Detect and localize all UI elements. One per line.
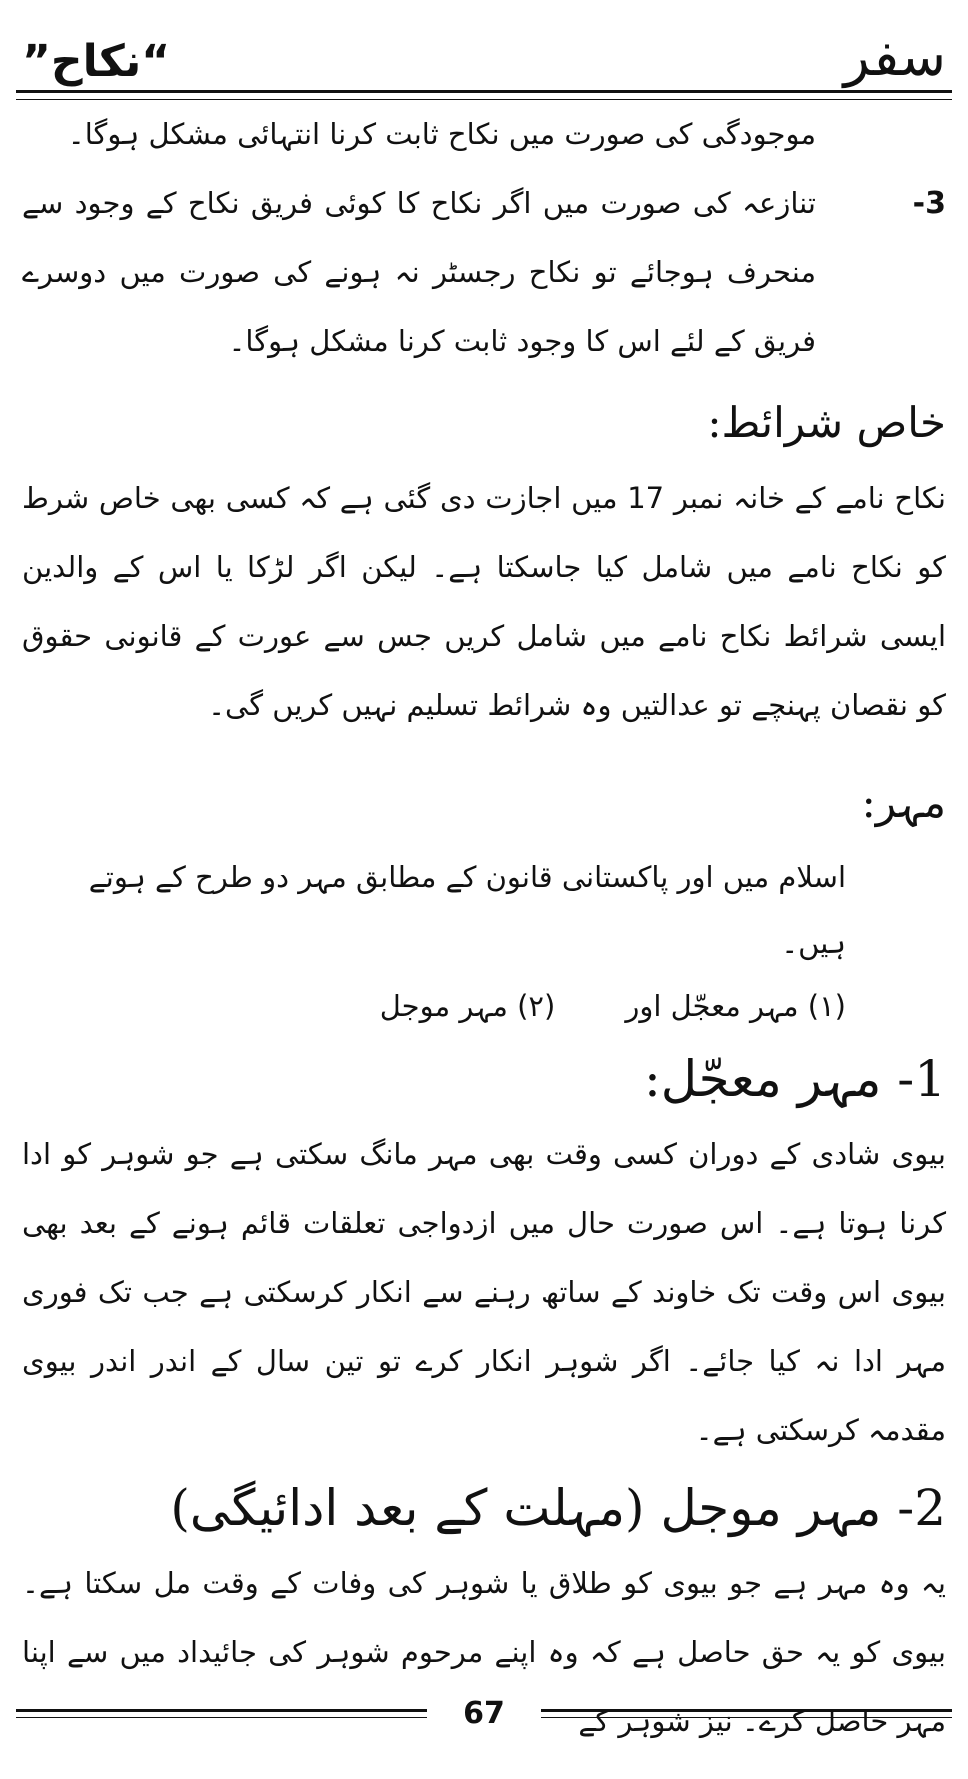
list-item-3 (22, 169, 946, 376)
list-item-text: تنازعہ کی صورت میں اگر نکاح کا کوئی فریق نکاح کے وجود سے منحرف ہوجائے تو نکاح رجسٹر نہ ہونے کی صورت میں دوسرے فریق کے لئے اس کا وجود ثابت کرنا مشکل ہوگا۔ (22, 186, 816, 358)
page-footer (16, 1695, 952, 1731)
heading-khas-sharait: خاص شرائط: (707, 398, 946, 447)
heading-mehr: مہر: (861, 778, 946, 827)
footer-rule-right (541, 1709, 952, 1718)
chapter-title: “نکاح” (22, 36, 171, 87)
heading-mehr-mowajjal: 2- مہر موجل (مہلت کے بعد ادائیگی) (170, 1479, 946, 1537)
paragraph-khas-sharait: نکاح نامے کے خانہ نمبر 17 میں اجازت دی گئی ہے کہ کسی بھی خاص شرط کو نکاح نامے میں شامل کیا جاسکتا ہے۔ لیکن اگر لڑکا یا اس کے والدین ایسی شرائط نکاح نامے میں شامل کریں جس سے عورت کے قانونی حقوق کو نقصان پہنچے تو عدالتیں وہ شرائط تسلیم نہیں کریں گی۔ (22, 481, 946, 722)
paragraph-mehr-muajjal: بیوی شادی کے دوران کسی وقت بھی مہر مانگ سکتی ہے جو شوہر کو ادا کرنا ہوتا ہے۔ اس صورت حال میں ازدواجی تعلقات قائم ہونے کے بعد بھی بیوی اس وقت تک خاوند کے ساتھ رہنے سے انکار کرسکتی ہے جب تک فوری مہر ادا نہ کیا جائے۔ اگر شوہر انکار کرے تو تین سال کے اندر اندر بیوی مقدمہ کرسکتی ہے۔ (22, 1137, 946, 1447)
mehr-kind-2: (۲) مہر موجل (379, 989, 556, 1023)
book-title: سفر (843, 25, 946, 88)
page-number: 67 (463, 1695, 505, 1731)
mehr-kinds (22, 976, 846, 1036)
list-number: -3 (912, 186, 946, 221)
heading-mehr-muajjal: 1- مہر معجّل: (643, 1050, 946, 1108)
mehr-intro: اسلام میں اور پاکستانی قانون کے مطابق مہر دو طرح کے ہوتے ہیں۔ (88, 860, 846, 960)
page-content (22, 100, 946, 1756)
mehr-kind-1: (۱) مہر معجّل اور (625, 989, 846, 1023)
header-rule (16, 90, 952, 100)
footer-rule-left (16, 1709, 427, 1718)
page-header (16, 18, 952, 90)
paragraph-continuation: موجودگی کی صورت میں نکاح ثابت کرنا انتہائی مشکل ہوگا۔ (67, 117, 816, 151)
paragraph-mehr-mowajjal: یہ وہ مہر ہے جو بیوی کو طلاق یا شوہر کی وفات کے وقت مل سکتا ہے۔ بیوی کو یہ حق حاصل ہے کہ وہ اپنے مرحوم شوہر کی جائیداد میں سے اپنا مہر حاصل کرے۔ نیز شوہر کے (22, 1566, 946, 1738)
